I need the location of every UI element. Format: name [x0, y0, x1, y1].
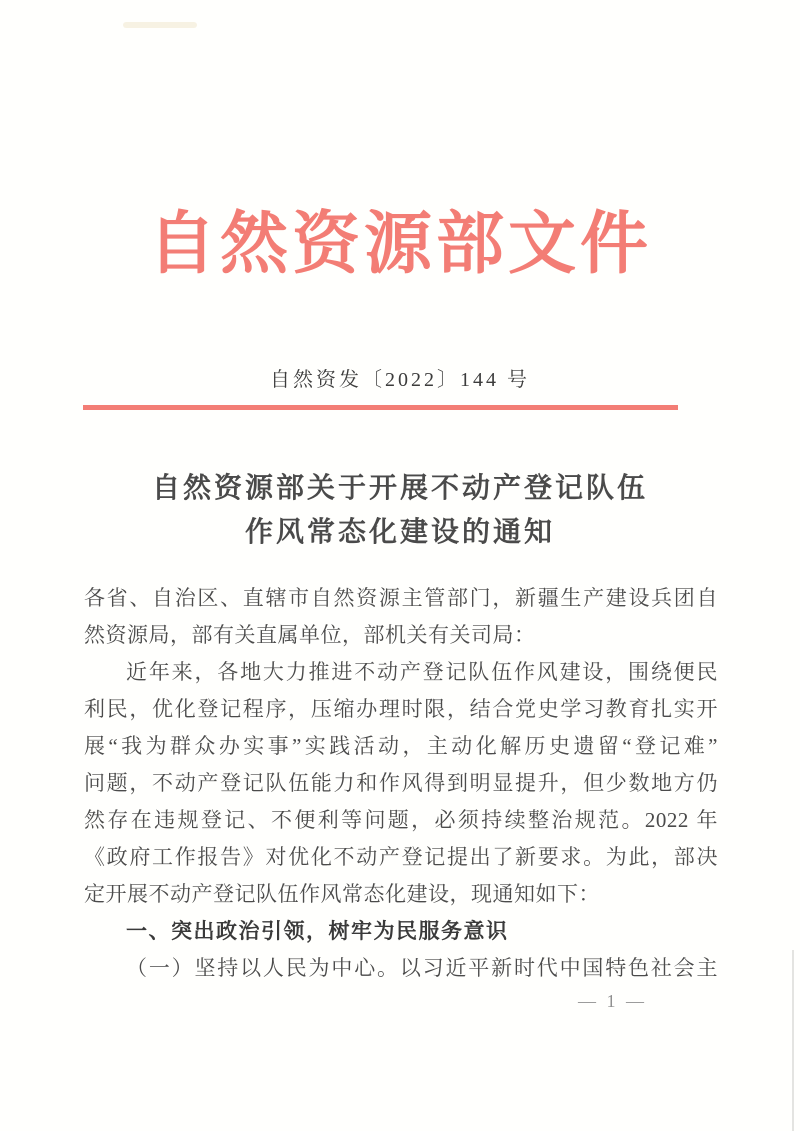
text-line: 《政府工作报告》对优化不动产登记提出了新要求。为此，部决	[84, 845, 718, 869]
page-number: — 1 —	[578, 991, 647, 1011]
notice-title-line1: 自然资源部关于开展不动产登记队伍	[151, 473, 648, 504]
text-line: 各省、自治区、直辖市自然资源主管部门，新疆生产建设兵团自	[84, 586, 718, 610]
text-line: 然资源局，部有关直属单位，部机关有关司局：	[84, 623, 536, 647]
body-text	[84, 580, 718, 987]
text-line: 定开展不动产登记队伍作风常态化建设，现通知如下：	[84, 882, 600, 906]
scan-edge-line	[792, 950, 794, 1131]
scan-smudge	[123, 22, 197, 28]
notice-title	[0, 467, 800, 555]
document-number: 自然资发〔2022〕144 号	[270, 369, 530, 391]
text-line: 问题，不动产登记队伍能力和作风得到明显提升，但少数地方仍	[84, 771, 718, 795]
text-line: 近年来，各地大力推进不动产登记队伍作风建设，围绕便民	[126, 660, 718, 684]
text-line: 展“我为群众办实事”实践活动，主动化解历史遗留“登记难”	[84, 734, 718, 758]
section-heading-line: 一、突出政治引领，树牢为民服务意识	[126, 920, 509, 943]
text-line: （一）坚持以人民为中心。以习近平新时代中国特色社会主	[126, 956, 718, 980]
text-line: 然存在违规登记、不便利等问题，必须持续整治规范。2022 年	[84, 808, 718, 832]
text-line: 利民，优化登记程序，压缩办理时限，结合党史学习教育扎实开	[84, 697, 718, 721]
red-separator-line	[83, 405, 678, 410]
notice-title-line2: 作风常态化建设的通知	[244, 517, 555, 548]
letterhead-title: 自然资源部文件	[147, 206, 652, 282]
